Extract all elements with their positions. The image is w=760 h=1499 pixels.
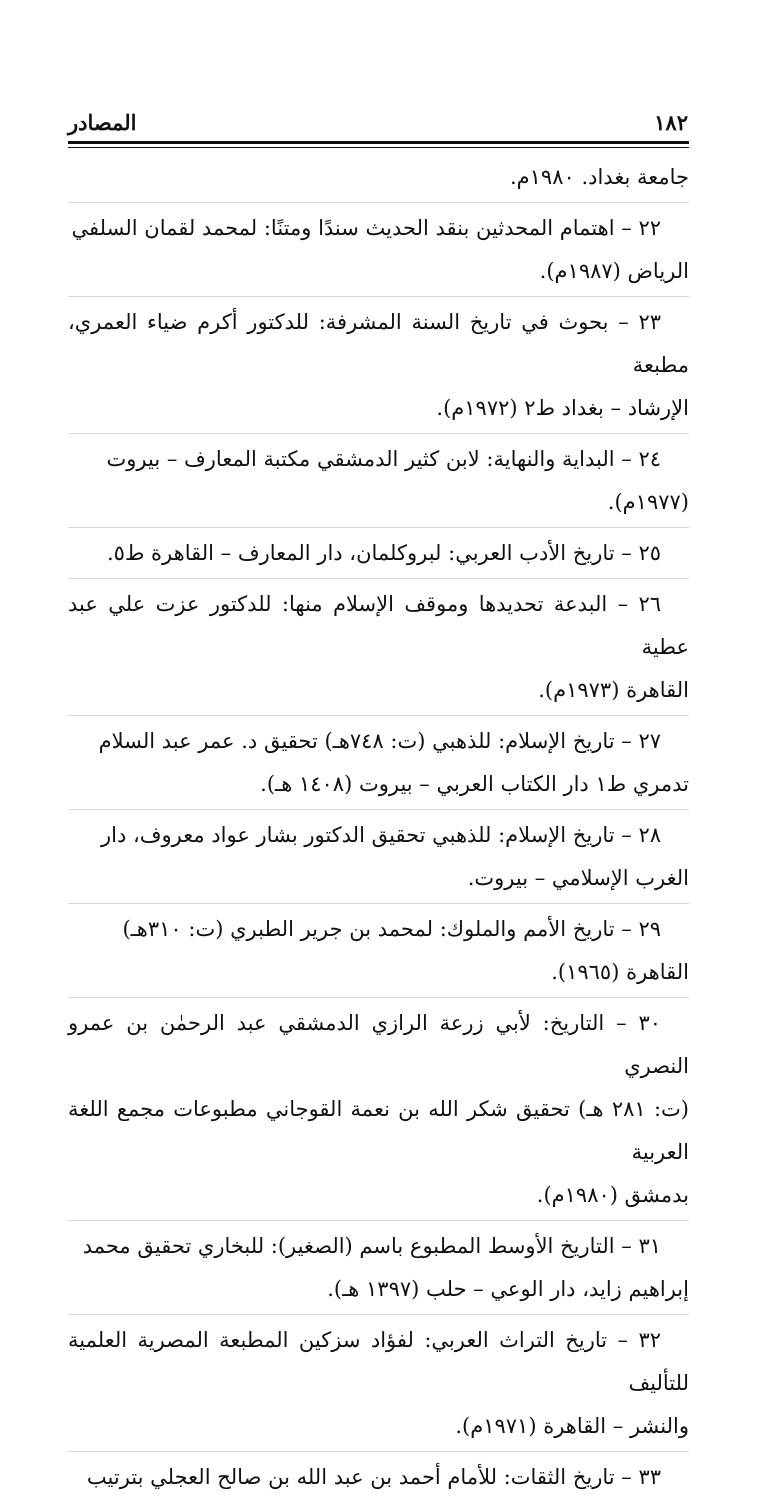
entry-line: القاهرة (١٩٦٥). xyxy=(551,960,689,984)
bibliography-entry xyxy=(68,438,689,524)
entry-line: (١٩٧٧م). xyxy=(607,490,689,514)
entry-line: ٢٣ – بحوث في تاريخ السنة المشرفة: للدكتور أكرم ضياء العمري، مطبعة xyxy=(68,310,689,377)
entry-line: ٢٤ – البداية والنهاية: لابن كثير الدمشقي مكتبة المعارف – بيروت xyxy=(106,447,661,471)
header-rule-thin xyxy=(68,147,689,148)
page-number: ١٨٢ xyxy=(654,109,688,135)
bibliography-list xyxy=(68,156,689,1499)
entry-line: ٣٠ – التاريخ: لأبي زرعة الرازي الدمشقي عبد الرحمٰن بن عمرو النصري xyxy=(68,1011,689,1078)
entry-line: ٣١ – التاريخ الأوسط المطبوع باسم (الصغير): للبخاري تحقيق محمد xyxy=(82,1234,661,1258)
bibliography-entry xyxy=(68,814,689,900)
bibliography-entry xyxy=(68,301,689,430)
entry-separator xyxy=(68,527,689,528)
section-title: المصادر xyxy=(68,109,137,135)
entry-separator xyxy=(68,433,689,434)
entry-line: ٢٧ – تاريخ الإسلام: للذهبي (ت: ٧٤٨هـ) تحقيق د. عمر عبد السلام xyxy=(98,729,661,753)
entry-line: ٢٩ – تاريخ الأمم والملوك: لمحمد بن جرير الطبري (ت: ٣١٠هـ) xyxy=(122,917,661,941)
entry-line: جامعة بغداد. ١٩٨٠م. xyxy=(509,165,689,189)
entry-separator xyxy=(68,903,689,904)
entry-separator xyxy=(68,1220,689,1221)
entry-line: الإرشاد – بغداد ط٢ (١٩٧٢م). xyxy=(436,396,689,420)
entry-line: القاهرة (١٩٧٣م). xyxy=(538,678,689,702)
bibliography-entry xyxy=(68,532,689,575)
entry-line: تدمري ط١ دار الكتاب العربي – بيروت (١٤٠٨ هـ). xyxy=(260,772,689,796)
entry-line: (ت: ٢٨١ هـ) تحقيق شكر الله بن نعمة القوجاني مطبوعات مجمع اللغة العربية xyxy=(68,1097,690,1164)
bibliography-entry xyxy=(68,583,689,712)
bibliography-entry xyxy=(68,156,689,199)
entry-line: والنشر – القاهرة (١٩٧١م). xyxy=(455,1414,689,1438)
entry-separator xyxy=(68,296,689,297)
bibliography-entry xyxy=(68,1225,689,1311)
bibliography-entry xyxy=(68,207,689,293)
entry-line: الغرب الإسلامي – بيروت. xyxy=(467,866,689,890)
page-header xyxy=(68,104,688,140)
entry-line: ٢٦ – البدعة تحديدها وموقف الإسلام منها: للدكتور عزت علي عبد عطية xyxy=(68,592,689,659)
entry-line: ٣٢ – تاريخ التراث العربي: لفؤاد سزكين المطبعة المصرية العلمية للتأليف xyxy=(68,1328,689,1395)
bibliography-entry xyxy=(68,1456,689,1499)
entry-line: ٢٢ – اهتمام المحدثين بنقد الحديث سندًا ومتنًا: لمحمد لقمان السلفي xyxy=(71,216,661,240)
entry-separator xyxy=(68,578,689,579)
bibliography-entry xyxy=(68,1002,689,1217)
entry-separator xyxy=(68,202,689,203)
entry-line: بدمشق (١٩٨٠م). xyxy=(536,1183,689,1207)
header-rule-thick xyxy=(68,141,689,144)
entry-line: إبراهيم زايد، دار الوعي – حلب (١٣٩٧ هـ). xyxy=(327,1277,689,1301)
entry-line: الرياض (١٩٨٧م). xyxy=(539,259,689,283)
bibliography-entry xyxy=(68,720,689,806)
entry-separator xyxy=(68,1451,689,1452)
entry-line: ٢٥ – تاريخ الأدب العربي: لبروكلمان، دار المعارف – القاهرة ط٥. xyxy=(106,541,661,565)
entry-separator xyxy=(68,1314,689,1315)
bibliography-entry xyxy=(68,908,689,994)
bibliography-entry xyxy=(68,1319,689,1448)
entry-separator xyxy=(68,715,689,716)
entry-line: ٢٨ – تاريخ الإسلام: للذهبي تحقيق الدكتور بشار عواد معروف، دار xyxy=(100,823,661,847)
entry-separator xyxy=(68,997,689,998)
entry-line: ٣٣ – تاريخ الثقات: للأمام أحمد بن عبد الله بن صالح العجلي بترتيب xyxy=(86,1465,661,1489)
entry-separator xyxy=(68,809,689,810)
